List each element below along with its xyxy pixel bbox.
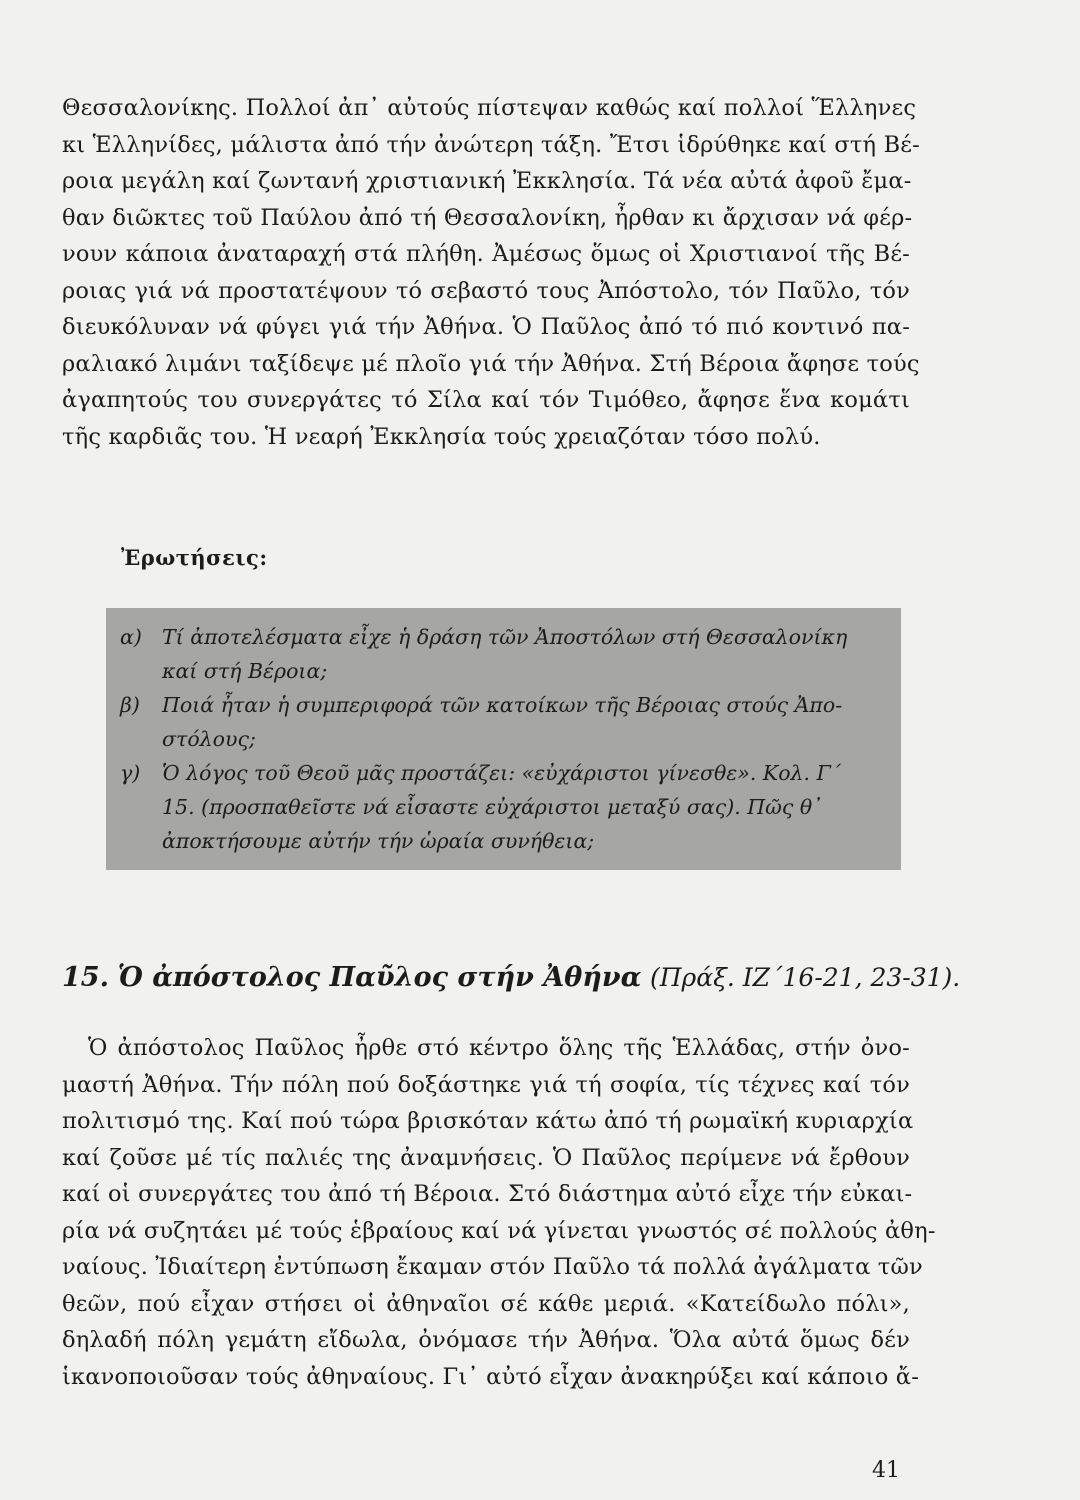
section-title: Ὁ ἀπόστολος Παῦλος στήν Ἀθήνα	[117, 962, 642, 993]
text-line: ναίους. Ἰδιαίτερη ἐντύπωση ἔκαμαν στόν Παῦλο τά πολλά ἀγάλματα τῶν	[62, 1254, 923, 1280]
paragraph-1	[62, 90, 920, 455]
text-line: ἱκανοποιοῦσαν τούς ἀθηναίους. Γι᾽ αὐτό εἶχαν ἀνακηρύξει καί κάποιο ἄ-	[62, 1363, 920, 1390]
question-marker: β)	[120, 693, 140, 717]
section-heading	[62, 962, 961, 993]
text-line: θεῶν, πού εἶχαν στήσει οἱ ἀθηναῖοι σέ κάθε μεριά. «Κατείδωλο πόλι»,	[62, 1290, 910, 1317]
text-line: ραλιακό λιμάνι ταξίδεψε μέ πλοῖο γιά τήν Ἀθήνα. Στή Βέροια ἄφησε τούς	[62, 350, 920, 377]
text-line: ροια μεγάλη καί ζωντανή χριστιανική Ἐκκλησία. Τά νέα αὐτά ἀφοῦ ἔμα-	[62, 168, 912, 194]
text-line: πολιτισμό της. Καί πού τώρα βρισκόταν κάτω ἀπό τή ρωμαϊκή κυριαρχία	[62, 1108, 914, 1134]
questions-heading: Ἐρωτήσεις:	[121, 545, 268, 570]
text-line: τῆς καρδιᾶς του. Ἡ νεαρή Ἐκκλησία τούς χρειαζόταν τόσο πολύ.	[62, 423, 821, 450]
text-line: θαν διῶκτες τοῦ Παύλου ἀπό τή Θεσσαλονίκη, ἦρθαν κι ἄρχισαν νά φέρ-	[62, 204, 913, 231]
text-line: καί ζοῦσε μέ τίς παλιές της ἀναμνήσεις. Ὁ Παῦλος περίμενε νά ἔρθουν	[62, 1144, 910, 1171]
question-line: 15. (προσπαθεῖστε νά εἶσαστε εὐχάριστοι μεταξύ σας). Πῶς θ᾽	[162, 795, 823, 819]
text-line: Ὁ ἀπόστολος Παῦλος ἦρθε στό κέντρο ὅλης τῆς Ἑλλάδας, στήν ὀνο-	[88, 1035, 910, 1061]
paragraph-2	[62, 1030, 936, 1395]
question-line: καί στή Βέροια;	[162, 659, 328, 683]
question-line: Ποιά ἦταν ἡ συμπεριφορά τῶν κατοίκων τῆς Βέροιας στούς Ἀπο-	[162, 693, 843, 717]
question-marker: α)	[120, 625, 142, 649]
page-number: 41	[872, 1458, 900, 1483]
question-line: στόλους;	[162, 727, 256, 751]
question-line: Ὁ λόγος τοῦ Θεοῦ μᾶς προστάζει: «εὐχάριστοι γίνεσθε». Κολ. Γ΄	[162, 761, 842, 785]
text-line: νουν κάποια ἀναταραχή στά πλήθη. Ἀμέσως ὅμως οἱ Χριστιανοί τῆς Βέ-	[62, 241, 910, 267]
section-number: 15.	[62, 962, 109, 993]
question-marker: γ)	[120, 761, 141, 785]
text-line: διευκόλυναν νά φύγει γιά τήν Ἀθήνα. Ὁ Παῦλος ἀπό τό πιό κοντινό πα-	[62, 314, 910, 340]
text-line: μαστή Ἀθήνα. Τήν πόλη πού δοξάστηκε γιά τή σοφία, τίς τέχνες καί τόν	[62, 1071, 910, 1098]
section-reference: (Πράξ. ΙΖ΄16-21, 23-31).	[649, 963, 961, 992]
text-line: δηλαδή πόλη γεμάτη εἴδωλα, ὀνόμασε τήν Ἀθήνα. Ὅλα αὐτά ὅμως δέν	[62, 1327, 910, 1353]
question-line: Τί ἀποτελέσματα εἶχε ἡ δράση τῶν Ἀποστόλων στή Θεσσαλονίκη	[162, 625, 848, 649]
text-line: καί οἱ συνεργάτες του ἀπό τή Βέροια. Στό διάστημα αὐτό εἶχε τήν εὐκαι-	[62, 1181, 913, 1207]
question-line: ἀποκτήσουμε αὐτήν τήν ὡραία συνήθεια;	[162, 829, 595, 853]
text-line: κι Ἑλληνίδες, μάλιστα ἀπό τήν ἀνώτερη τάξη. Ἔτσι ἱδρύθηκε καί στή Βέ-	[62, 131, 920, 158]
text-line: ρία νά συζητάει μέ τούς ἑβραίους καί νά γίνεται γνωστός σέ πολλούς ἀθη-	[62, 1217, 936, 1244]
text-line: ἀγαπητούς του συνεργάτες τό Σίλα καί τόν Τιμόθεο, ἄφησε ἕνα κομάτι	[62, 387, 910, 413]
text-line: Θεσσαλονίκης. Πολλοί ἀπ᾽ αὐτούς πίστεψαν καθώς καί πολλοί Ἕλληνες	[62, 95, 917, 121]
text-line: ροιας γιά νά προστατέψουν τό σεβαστό τους Ἀπόστολο, τόν Παῦλο, τόν	[62, 277, 910, 304]
